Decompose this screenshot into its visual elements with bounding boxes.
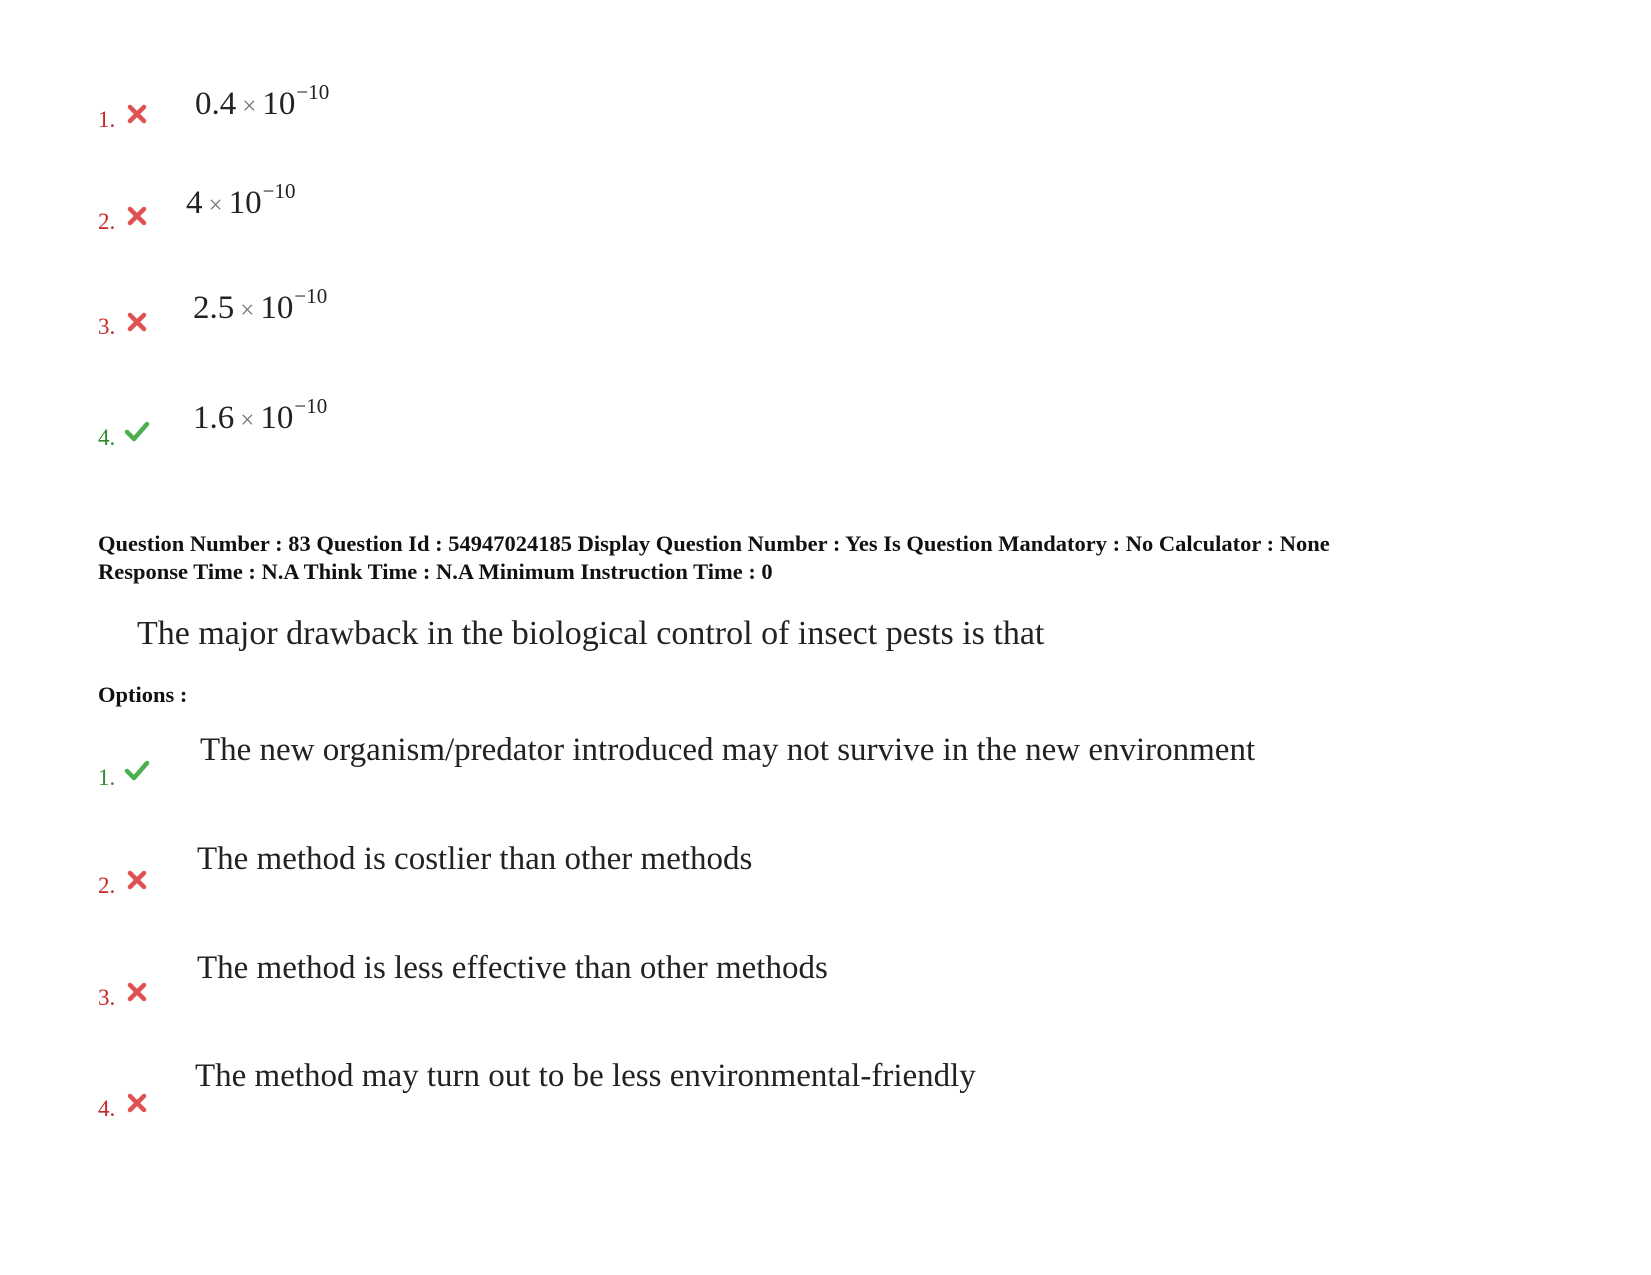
option-number: 4. — [98, 425, 116, 450]
check-icon — [124, 419, 150, 443]
option-base: 10 — [228, 185, 262, 221]
option-value — [186, 181, 295, 220]
times-sign: × — [242, 93, 257, 120]
option-text: The method may turn out to be less environmental-friendly — [195, 1058, 976, 1094]
cross-icon — [124, 1091, 150, 1115]
cross-icon — [124, 310, 150, 334]
option-exponent: −10 — [296, 80, 330, 104]
options-label: Options : — [98, 682, 188, 707]
option-number: 2. — [98, 209, 116, 234]
option-mantissa: 0.4 — [195, 86, 237, 122]
option-value — [195, 82, 329, 121]
option-text: The method is costlier than other methods — [197, 841, 753, 877]
cross-icon — [124, 102, 150, 126]
option-number: 2. — [98, 873, 116, 898]
question-meta-line-1: Question Number : 83 Question Id : 54947024185 Display Question Number : Yes Is Question Mandatory : No Calculator : None — [98, 531, 1330, 556]
check-icon — [124, 758, 150, 782]
option-value — [193, 286, 327, 325]
times-sign: × — [208, 192, 223, 219]
option-exponent: −10 — [262, 179, 296, 203]
option-mantissa: 1.6 — [193, 400, 235, 436]
times-sign: × — [240, 407, 255, 434]
option-value — [193, 396, 327, 435]
option-base: 10 — [260, 400, 294, 436]
option-base: 10 — [260, 290, 294, 326]
question-meta-line-2: Response Time : N.A Think Time : N.A Minimum Instruction Time : 0 — [98, 559, 773, 584]
question-meta — [98, 530, 1330, 586]
option-number: 1. — [98, 765, 116, 790]
option-exponent: −10 — [294, 284, 328, 308]
cross-icon — [124, 204, 150, 228]
option-number: 3. — [98, 314, 116, 339]
times-sign: × — [240, 297, 255, 324]
cross-icon — [124, 868, 150, 892]
option-mantissa: 2.5 — [193, 290, 235, 326]
cross-icon — [124, 980, 150, 1004]
option-number: 3. — [98, 985, 116, 1010]
option-number: 4. — [98, 1096, 116, 1121]
option-base: 10 — [262, 86, 296, 122]
option-text: The method is less effective than other methods — [197, 950, 828, 986]
option-text: The new organism/predator introduced may not survive in the new environment — [200, 732, 1256, 768]
option-exponent: −10 — [294, 394, 328, 418]
question-stem: The major drawback in the biological control of insect pests is that — [137, 615, 1045, 652]
option-mantissa: 4 — [186, 185, 203, 221]
option-number: 1. — [98, 107, 116, 132]
